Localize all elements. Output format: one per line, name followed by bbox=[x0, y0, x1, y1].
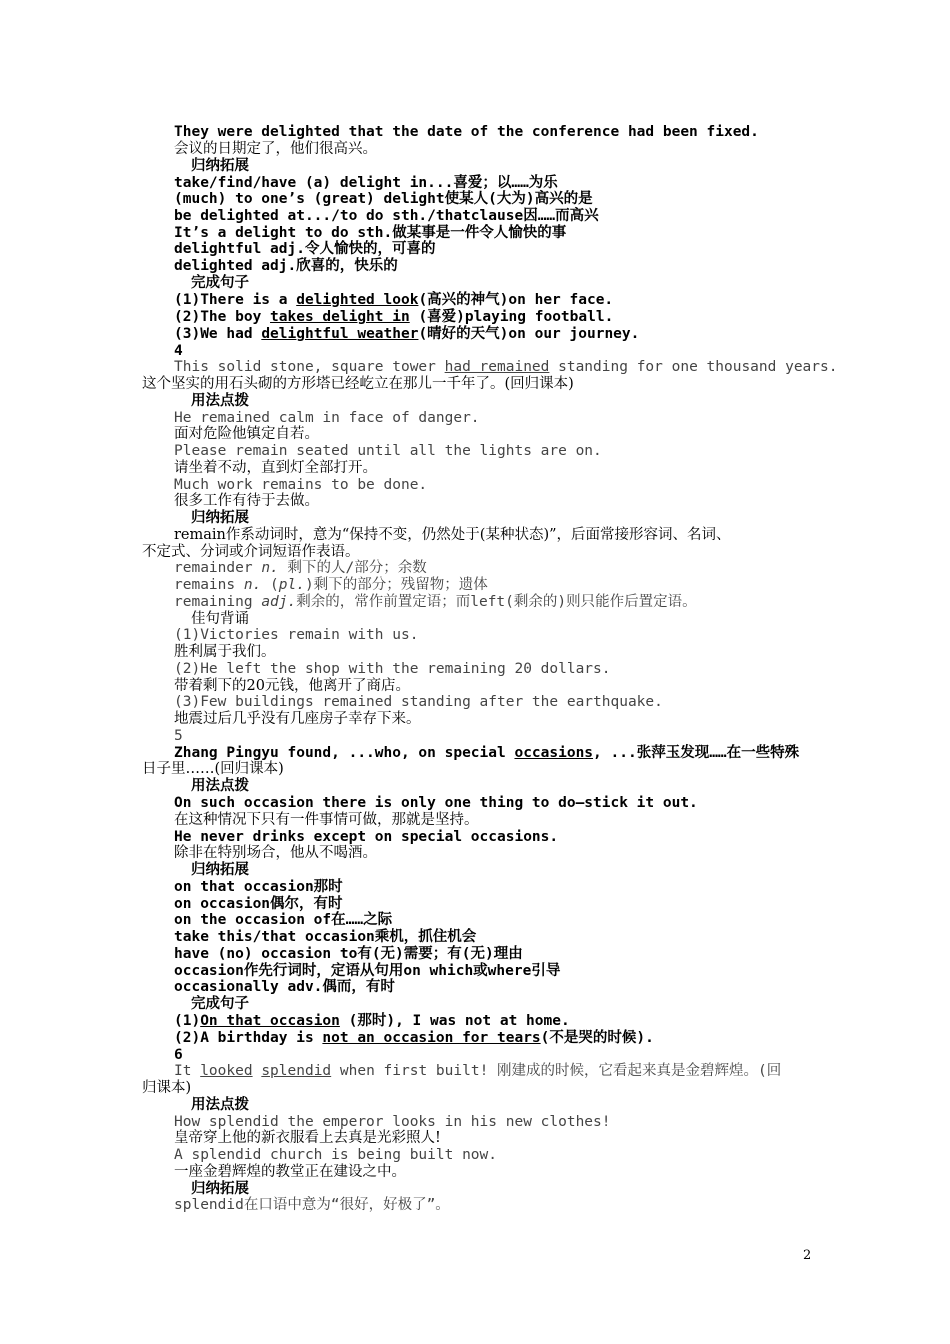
example-sentence: On such occasion there is only one thing to do—stick it out. bbox=[174, 795, 698, 811]
expansion-item: remainder n. 剩下的人/部分；余数 bbox=[174, 560, 427, 576]
example-sentence: They were delighted that the date of the conference had been fixed. bbox=[174, 124, 759, 140]
key-phrase-underline: splendid bbox=[261, 1063, 332, 1079]
translation: 很多工作有待于去做。 bbox=[174, 493, 319, 509]
expansion-item: on the occasion of在……之际 bbox=[174, 912, 393, 928]
expansion-item: remaining adj.剩余的，常作前置定语；而left(剩余的)则只能作后置定语。 bbox=[174, 594, 697, 610]
expansion-item: occasionally adv.偶而，有时 bbox=[174, 979, 395, 995]
section-heading: 用法点拨 bbox=[191, 778, 249, 794]
section-heading: 归纳拓展 bbox=[191, 862, 249, 878]
example-sentence: Much work remains to be done. bbox=[174, 477, 428, 493]
completion-sentence: (1)On that occasion (那时), I was not at home. bbox=[174, 1013, 570, 1029]
expansion-item: delighted adj.欣喜的，快乐的 bbox=[174, 258, 398, 274]
section-number: 5 bbox=[174, 728, 183, 744]
translation: 归课本) bbox=[142, 1080, 192, 1096]
translation: 带着剩下的20元钱，他离开了商店。 bbox=[174, 678, 410, 694]
example-sentence: Please remain seated until all the lights are on. bbox=[174, 443, 602, 459]
translation: 在这种情况下只有一件事情可做，那就是坚持。 bbox=[174, 812, 479, 828]
example-sentence: (1)Victories remain with us. bbox=[174, 627, 419, 643]
section-heading: 归纳拓展 bbox=[191, 510, 249, 526]
completion-sentence: (3)We had delightful weather(晴好的天气)on our journey. bbox=[174, 326, 640, 342]
example-sentence: He remained calm in face of danger. bbox=[174, 410, 480, 426]
expansion-item: have (no) occasion to有(无)需要；有(无)理由 bbox=[174, 946, 523, 962]
example-sentence: (2)He left the shop with the remaining 20 dollars. bbox=[174, 661, 611, 677]
translation: 一座金碧辉煌的教堂正在建设之中。 bbox=[174, 1164, 406, 1180]
key-phrase-underline: occasions bbox=[514, 745, 594, 761]
key-phrase-underline: had remained bbox=[444, 359, 550, 375]
key-phrase-underline: looked bbox=[200, 1063, 253, 1079]
expansion-item: It’s a delight to do sth.做某事是一件令人愉快的事 bbox=[174, 225, 567, 241]
answer-underline: delighted look bbox=[296, 292, 419, 308]
expansion-item: on that occasion那时 bbox=[174, 879, 343, 895]
section-heading: 归纳拓展 bbox=[191, 1181, 249, 1197]
example-sentence: A splendid church is being built now. bbox=[174, 1147, 498, 1163]
section-number: 6 bbox=[174, 1047, 183, 1063]
textbook-sentence: It looked splendid when first built! 刚建成的时候，它看起来真是金碧辉煌。(回 bbox=[174, 1063, 782, 1079]
expansion-note: remain作系动词时，意为“保持不变，仍然处于(某种状态)”，后面常接形容词、名词、 bbox=[174, 527, 731, 543]
expansion-item: delightful adj.令人愉快的，可喜的 bbox=[174, 241, 436, 257]
expansion-item: on occasion偶尔，有时 bbox=[174, 896, 343, 912]
answer-underline: delightful weather bbox=[261, 326, 419, 342]
page-number: 2 bbox=[803, 1248, 812, 1263]
expansion-note: 不定式、分词或介词短语作表语。 bbox=[142, 544, 360, 560]
translation: 日子里……(回归课本) bbox=[142, 761, 284, 777]
expansion-item: (much) to one’s (great) delight使某人(大为)高兴的是 bbox=[174, 191, 593, 207]
completion-sentence: (2)A birthday is not an occasion for tears(不是哭的时候). bbox=[174, 1030, 654, 1046]
section-heading: 用法点拨 bbox=[191, 1097, 249, 1113]
translation: 除非在特别场合，他从不喝酒。 bbox=[174, 845, 377, 861]
section-heading: 佳句背诵 bbox=[191, 611, 249, 627]
expansion-item: occasion作先行词时，定语从句用on which或where引导 bbox=[174, 963, 561, 979]
answer-underline: not an occasion for tears bbox=[322, 1030, 541, 1046]
section-number: 4 bbox=[174, 343, 183, 359]
expansion-item: take/find/have (a) delight in...喜爱；以……为乐 bbox=[174, 175, 558, 191]
translation: 地震过后几乎没有几座房子幸存下来。 bbox=[174, 711, 421, 727]
example-sentence: How splendid the emperor looks in his new clothes! bbox=[174, 1114, 611, 1130]
section-heading: 用法点拨 bbox=[191, 393, 249, 409]
expansion-note: splendid在口语中意为“很好，好极了”。 bbox=[174, 1197, 450, 1213]
answer-underline: takes delight in bbox=[270, 309, 410, 325]
translation: 面对危险他镇定自若。 bbox=[174, 426, 319, 442]
textbook-sentence: Zhang Pingyu found, ...who, on special occasions, ...张萍玉发现……在一些特殊 bbox=[174, 745, 800, 761]
textbook-sentence: This solid stone, square tower had remained standing for one thousand years. bbox=[174, 359, 838, 375]
section-heading: 完成句子 bbox=[191, 996, 249, 1012]
translation: 会议的日期定了，他们很高兴。 bbox=[174, 141, 377, 157]
translation: 皇帝穿上他的新衣服看上去真是光彩照人! bbox=[174, 1130, 441, 1146]
example-sentence: He never drinks except on special occasions. bbox=[174, 829, 559, 845]
completion-sentence: (2)The boy takes delight in (喜爱)playing football. bbox=[174, 309, 614, 325]
expansion-item: remains n. (pl.)剩下的部分；残留物；遗体 bbox=[174, 577, 488, 593]
section-heading: 归纳拓展 bbox=[191, 158, 249, 174]
completion-sentence: (1)There is a delighted look(高兴的神气)on her face. bbox=[174, 292, 614, 308]
section-heading: 完成句子 bbox=[191, 275, 249, 291]
answer-underline: On that occasion bbox=[200, 1013, 340, 1029]
translation: 这个坚实的用石头砌的方形塔已经屹立在那儿一千年了。(回归课本) bbox=[142, 376, 574, 392]
translation: 请坐着不动，直到灯全部打开。 bbox=[174, 460, 377, 476]
expansion-item: take this/that occasion乘机，抓住机会 bbox=[174, 929, 477, 945]
expansion-item: be delighted at.../to do sth./thatclause因……而高兴 bbox=[174, 208, 599, 224]
translation: 胜利属于我们。 bbox=[174, 644, 276, 660]
example-sentence: (3)Few buildings remained standing after the earthquake. bbox=[174, 694, 663, 710]
